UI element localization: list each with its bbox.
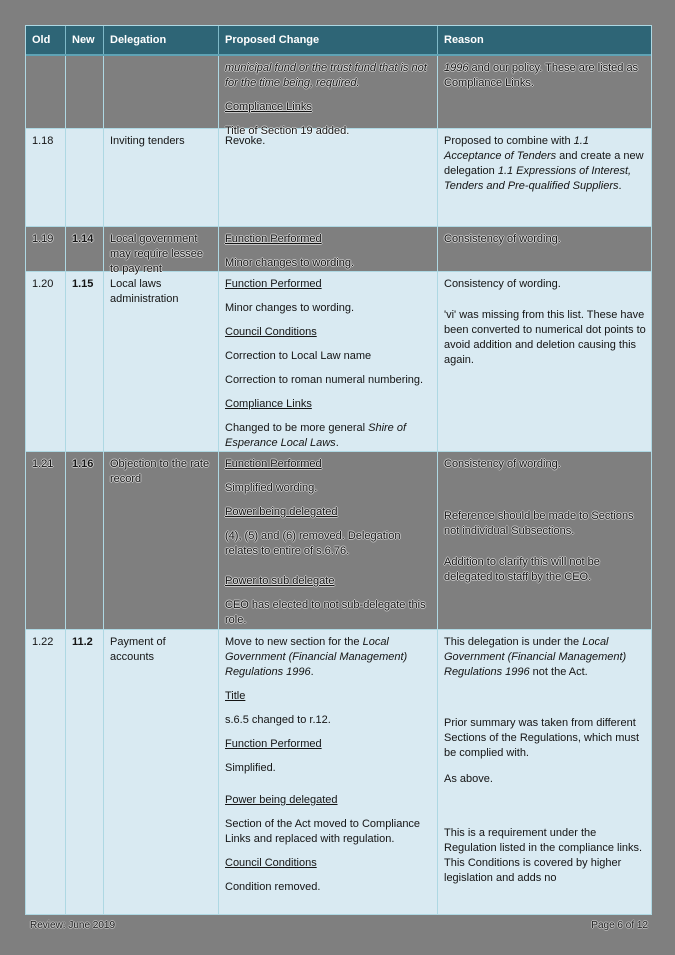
header-cell-new: New [66,26,104,54]
text-run: Power being delegated [225,794,338,806]
table-row [26,630,651,914]
page-footer [30,920,648,931]
cell-reason [438,452,653,632]
table-row [26,56,651,137]
paragraph [225,856,431,871]
text-run: . [335,437,339,449]
text-run: Addition to clarify this will not be delegated to staff by the CEO. [444,556,600,583]
cell-proposed-change [219,272,438,455]
paragraph [444,134,647,194]
text-run: 'vi' was missing from this list. These have been converted to numerical dot points to avoid addition and deletion causing this again. [444,309,646,366]
paragraph [225,349,431,364]
paragraph [225,325,431,340]
paragraph [444,635,647,680]
footer-review-date: Review: June 2019 [30,920,116,931]
paragraph [225,713,431,728]
text-run: 1.1 Acceptance of Tenders [444,135,589,162]
cell-delegation: Inviting tenders [104,129,219,226]
text-run: Correction to Local Law name [225,350,372,362]
text-run: (4), (5) and (6) removed. Delegation relates to entire of s.6.76. [225,530,401,557]
text-run: Local Government (Financial Management) Regulations 1996 [225,636,408,678]
text-run: Condition removed. [225,881,321,893]
text-run: Function Performed [225,738,322,750]
paragraph [225,457,431,472]
text-run: municipal fund or the trust fund that is not for the time being, required. [225,62,427,89]
paragraph [225,232,431,247]
paragraph [444,277,647,292]
paragraph [444,232,647,247]
cell-new: 1.16 [66,452,104,632]
text-run: Function Performed [225,458,322,470]
text-run: Shire of Esperance Local Laws [225,422,407,449]
cell-old: 1.19 [26,227,66,281]
paragraph [225,505,431,520]
text-run: Minor changes to wording. [225,257,355,269]
text-run: Power to sub delegate [225,575,335,587]
text-run: not the Act. [529,666,588,678]
cell-proposed-change [219,452,438,632]
text-run: Correction to roman numeral numbering. [225,374,424,386]
cell-new: 1.14 [66,227,104,281]
header-cell-old: Old [26,26,66,54]
cell-reason [438,630,653,914]
paragraph [225,134,431,149]
cell-old: 1.20 [26,272,66,455]
text-run: Function Performed [225,233,322,245]
paragraph [225,793,431,808]
text-run: Consistency of wording. [444,458,561,470]
text-run: Changed to be more general [225,422,369,434]
cell-delegation: Local government may require lessee to pay rent [104,227,219,281]
cell-new: 1.15 [66,272,104,455]
text-run: Function Performed [225,278,322,290]
text-run: Move to new section for the [225,636,363,648]
paragraph [444,457,647,472]
header-cell-reason: Reason [444,34,484,46]
paragraph [225,373,431,388]
text-run: Power being delegated [225,506,338,518]
text-run: Proposed to combine with [444,135,574,147]
paragraph [225,421,431,451]
paragraph [225,880,431,895]
footer-page-number: Page 6 of 12 [591,920,648,931]
paragraph [225,598,431,628]
text-run: Council Conditions [225,857,317,869]
paragraph [225,481,431,496]
delegations-table [25,25,652,915]
cell-proposed-change [219,129,438,226]
paragraph [225,761,431,776]
paragraph [444,716,647,761]
table-row [26,452,651,630]
text-run: This delegation is under the [444,636,583,648]
paragraph [444,772,647,787]
cell-old: 1.21 [26,452,66,632]
text-run: Reference should be made to Sections not individual Subsections. [444,510,634,537]
cell-new [66,129,104,226]
text-run: Minor changes to wording. [225,302,355,314]
table-header-row [26,26,651,56]
cell-reason [438,129,653,226]
text-run: Compliance Links [225,101,312,113]
text-run: Consistency of wording. [444,278,561,290]
text-run: . [310,666,314,678]
text-run: Local Government (Financial Management) Regulations 1996 [444,636,627,678]
paragraph [225,256,431,271]
text-run: As above. [444,773,493,785]
text-run: Revoke. [225,135,266,147]
text-run: This is a requirement under the Regulation listed in the compliance links. This Conditions is covered by higher legislation and adds no [444,827,643,884]
text-run: Section of the Act moved to Compliance Links and replaced with regulation. [225,818,421,845]
paragraph [225,397,431,412]
text-run: Simplified. [225,762,276,774]
paragraph [225,574,431,589]
paragraph [225,635,431,680]
paragraph [225,100,431,115]
paragraph [444,509,647,539]
text-run: Title of Section 19 added. [225,125,350,137]
text-run: Prior summary was taken from different Sections of the Regulations, which must be complied with. [444,717,640,759]
paragraph [444,61,647,91]
paragraph [225,61,431,91]
table-row [26,129,651,227]
text-run: Compliance Links [225,398,312,410]
paragraph [444,308,647,368]
text-run: and create a new delegation [444,150,644,177]
cell-delegation: Payment of accounts [104,630,219,914]
paragraph [444,826,647,886]
paragraph [225,301,431,316]
cell-delegation: Objection to the rate record [104,452,219,632]
cell-reason [438,272,653,455]
table-row [26,272,651,452]
paragraph [225,277,431,292]
header-cell-delegation: Delegation [104,26,219,54]
cell-new: 11.2 [66,630,104,914]
text-run: Simplified wording. [225,482,318,494]
paragraph [225,529,431,559]
text-run: Consistency of wording. [444,233,561,245]
header-cell-proposed-change: Proposed Change [219,26,438,54]
text-run: 1996 [444,62,469,74]
table-row [26,227,651,275]
paragraph [444,555,647,585]
text-run: Council Conditions [225,326,317,338]
cell-old: 1.18 [26,129,66,226]
cell-proposed-change [219,630,438,914]
text-run: 1.1 Expressions of Interest, Tenders and Pre-qualified Suppliers [444,165,632,192]
text-run: . [618,180,622,192]
cell-old: 1.22 [26,630,66,914]
cell-delegation: Local laws administration [104,272,219,455]
paragraph [225,737,431,752]
table-body [26,56,651,914]
text-run: and our policy. These are listed as Compliance Links. [444,62,639,89]
paragraph [225,817,431,847]
text-run: Title [225,690,246,702]
text-run: s.6.5 changed to r.12. [225,714,331,726]
paragraph [225,689,431,704]
text-run: CEO has elected to not sub-delegate this role. [225,599,426,626]
